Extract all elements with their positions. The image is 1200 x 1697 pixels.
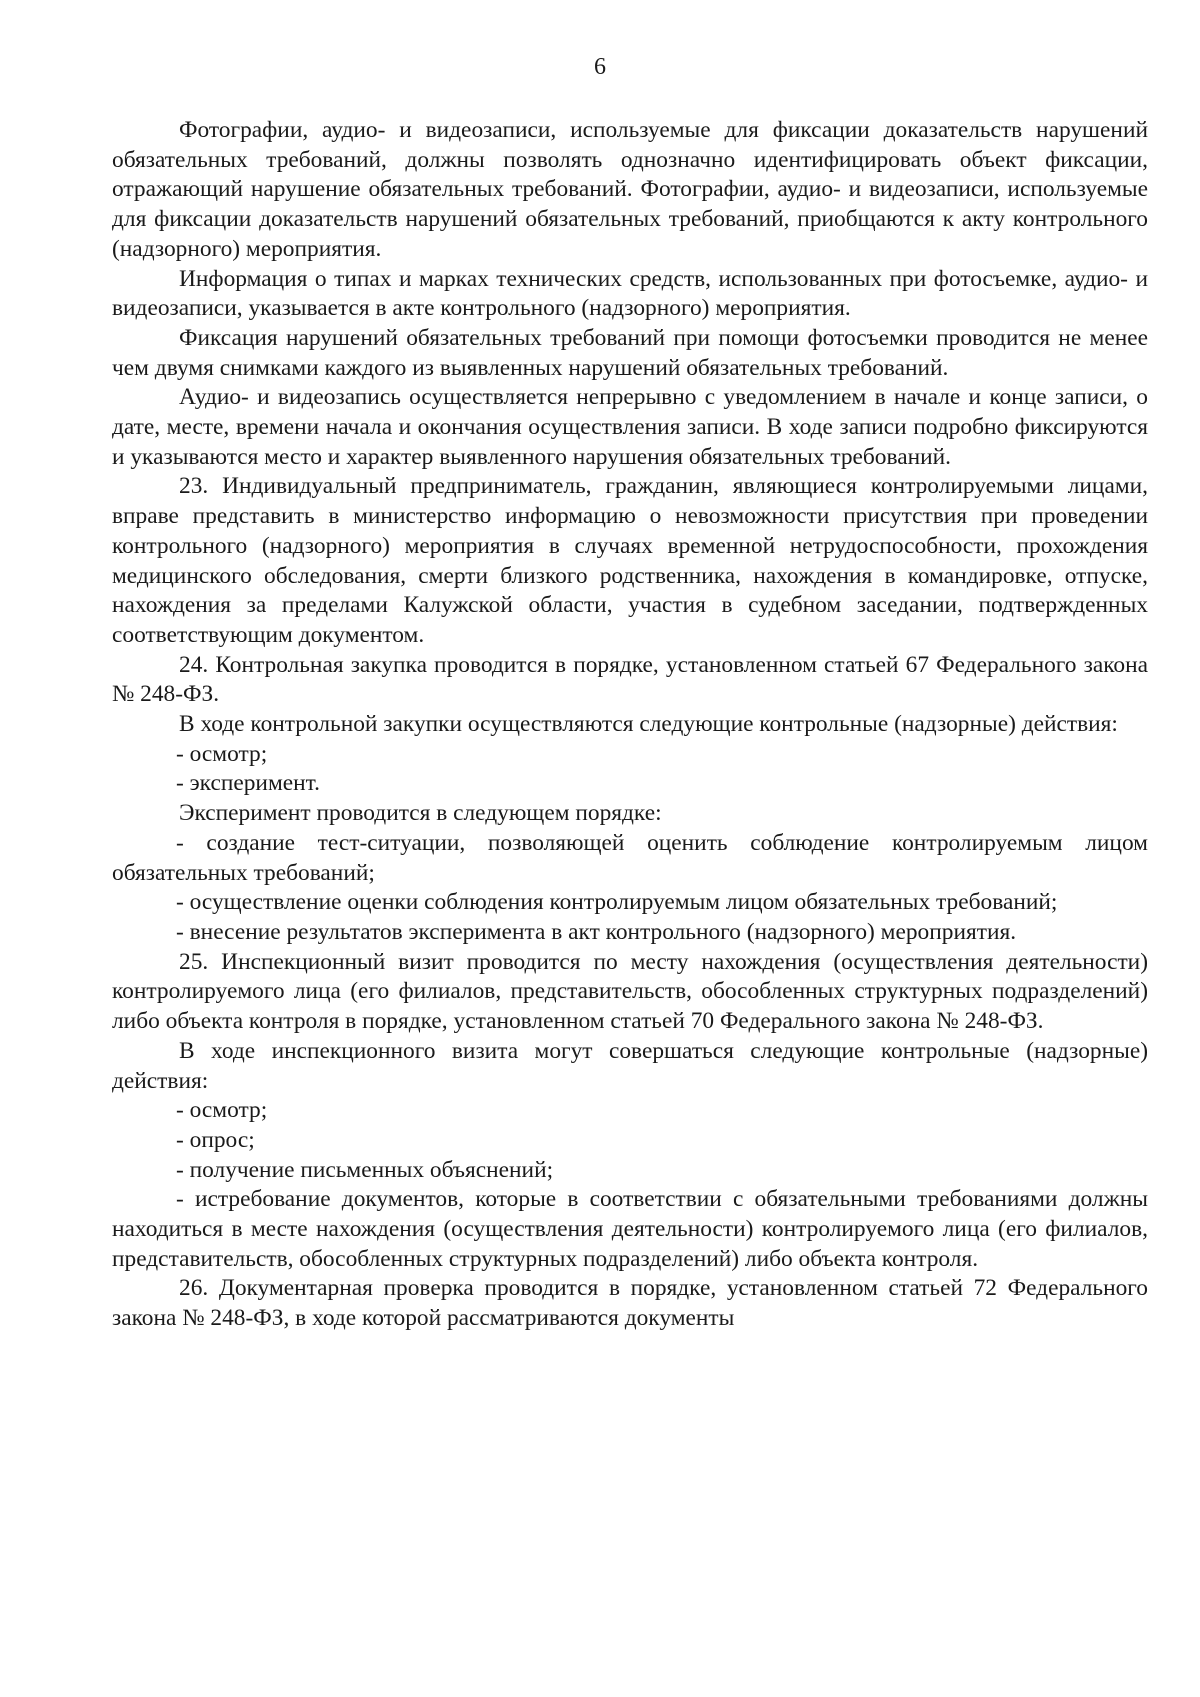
list-item-written-explanations: - получение письменных объяснений; <box>176 1156 554 1183</box>
paragraph-25-inspection-visit: 25. Инспекционный визит проводится по месту нахождения (осуществления деятельности) контролируемого лица (его филиалов, представительств, обособленных структурных подразделений) либо объекта контроля в порядке, установленном статьей 70 Федерального закона № 248-ФЗ. <box>112 948 1148 1035</box>
list-item-document-request: - истребование документов, которые в соответствии с обязательными требованиями должны находиться в месте нахождения (осуществления деятельности) контролируемого лица (его филиалов, представительств, обособленных структурных подразделений) либо объекта контроля. <box>112 1186 1148 1272</box>
list-item-test-situation: - создание тест-ситуации, позволяющей оценить соблюдение контролируемым лицом обязательных требований; <box>112 829 1148 886</box>
paragraph-experiment-order: Эксперимент проводится в следующем порядке: <box>179 800 662 827</box>
list-item-survey: - опрос; <box>176 1126 255 1153</box>
paragraph-inspection-visit-actions: В ходе инспекционного визита могут совершаться следующие контрольные (надзорные) действия: <box>112 1037 1148 1094</box>
page-number: 6 <box>594 54 606 80</box>
list-item-visit-inspection: - осмотр; <box>176 1097 268 1124</box>
document-body <box>112 116 1148 1334</box>
paragraph-photo-video-requirements: Фотографии, аудио- и видеозаписи, используемые для фиксации доказательств нарушений обязательных требований, должны позволять однозначно идентифицировать объект фиксации, отражающий нарушение обязательных требований. Фотографии, аудио- и видеозаписи, используемые для фиксации доказательств нарушений обязательных требований, приобщаются к акту контрольного (надзорного) мероприятия. <box>112 117 1148 262</box>
paragraph-photo-fixation: Фиксация нарушений обязательных требований при помощи фотосъемки проводится не менее чем двумя снимками каждого из выявленных нарушений обязательных требований. <box>112 324 1148 381</box>
paragraph-24-control-purchase: 24. Контрольная закупка проводится в порядке, установленном статьей 67 Федерального закона № 248-ФЗ. <box>112 651 1148 708</box>
paragraph-26-documentary-check: 26. Документарная проверка проводится в порядке, установленном статьей 72 Федерального закона № 248-ФЗ, в ходе которой рассматриваются документы <box>112 1275 1148 1332</box>
paragraph-control-purchase-actions: В ходе контрольной закупки осуществляются следующие контрольные (надзорные) действия: <box>179 711 1118 738</box>
paragraph-technical-means: Информация о типах и марках технических средств, использованных при фотосъемке, аудио- и видеозаписи, указывается в акте контрольного (надзорного) мероприятия. <box>112 265 1148 322</box>
list-item-compliance-assessment: - осуществление оценки соблюдения контролируемым лицом обязательных требований; <box>176 889 1058 916</box>
paragraph-23-absence-notice: 23. Индивидуальный предприниматель, гражданин, являющиеся контролируемыми лицами, вправе представить в министерство информацию о невозможности присутствия при проведении контрольного (надзорного) мероприятия в случаях временной нетрудоспособности, прохождения медицинского обследования, смерти близкого родственника, нахождения в командировке, отпуске, нахождения за пределами Калужской области, участия в судебном заседании, подтвержденных соответствующим документом. <box>112 473 1148 648</box>
paragraph-audio-video-recording: Аудио- и видеозапись осуществляется непрерывно с уведомлением в начале и конце записи, о дате, месте, времени начала и окончания осуществления записи. В ходе записи подробно фиксируются и указываются место и характер выявленного нарушения обязательных требований. <box>112 384 1148 470</box>
list-item-experiment: - эксперимент. <box>176 770 320 797</box>
list-item-experiment-results: - внесение результатов эксперимента в акт контрольного (надзорного) мероприятия. <box>176 918 1017 945</box>
list-item-inspection: - осмотр; <box>176 740 268 767</box>
